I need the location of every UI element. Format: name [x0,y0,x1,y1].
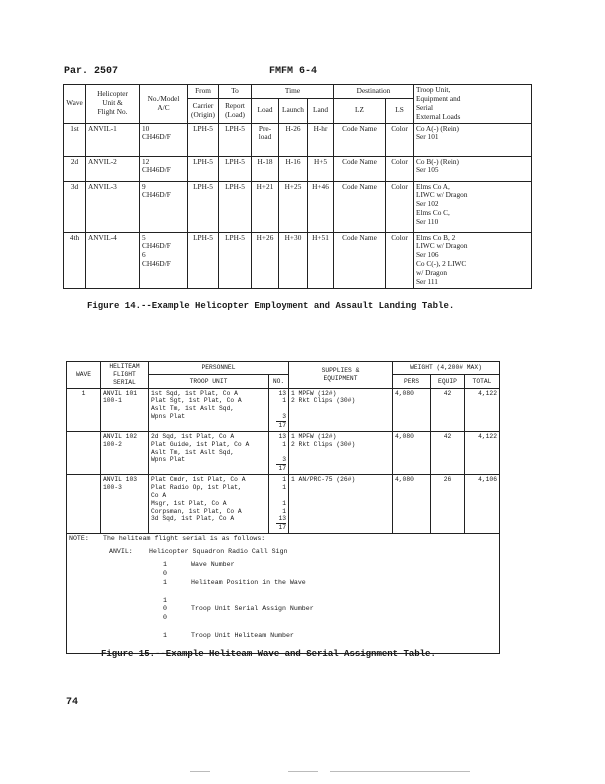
cell-load: H+26 [252,232,279,288]
serial-note [67,534,500,654]
cell-land: H+51 [308,232,334,288]
col-total: TOTAL [465,375,500,388]
table-row [67,431,500,474]
note-line: 1 Troop Unit Heliteam Number [163,632,294,640]
col-launch: Launch [279,99,308,124]
cell-supplies: 1 AN/PRC-75 (26#) [289,475,393,534]
col-destination: Destination [334,85,414,99]
heliteam-serial-table [66,361,500,654]
cell-land: H-hr [308,123,334,156]
note-line [163,623,497,632]
cell-model: 12 CH46D/F [140,156,188,181]
cell-wave [67,475,101,534]
col-load: Load [252,99,279,124]
col-weight: WEIGHT (4,200# MAX) [393,362,500,375]
cell-model: 10 CH46D/F [140,123,188,156]
cell-launch: H+30 [279,232,308,288]
cell-ls: Color [386,156,414,181]
table-row [67,475,500,534]
cell-troop: Elms Co A, LIWC w/ Dragon Ser 102 Elms Co C, Ser 110 [414,181,532,232]
cell-equip: 42 [431,431,465,474]
col-model: No./Model A/C [140,85,188,124]
col-from: From [188,85,219,99]
cell-troop-unit: Plat Cmdr, 1st Plat, Co A Plat Radio Op, 1st Plat, Co A Msgr, 1st Plat, Co A Corpsman, 1st Plat, Co A 3d Sqd, 1st Plat, Co A [149,475,269,534]
col-to: To [219,85,252,99]
cell-no: 13 1 3 17 [269,431,289,474]
cell-pers: 4,080 [393,431,431,474]
cell-launch: H+25 [279,181,308,232]
cell-total: 4,122 [465,431,500,474]
cell-equip: 26 [431,475,465,534]
cell-wave: 3d [64,181,86,232]
cell-ls: Color [386,123,414,156]
cell-load: Pre- load [252,123,279,156]
cell-wave: 1st [64,123,86,156]
col-carrier: Carrier (Origin) [188,99,219,124]
cell-serial: ANVIL 102 100-2 [101,431,149,474]
note-intro: The heliteam flight serial is as follows: [103,535,266,543]
note-line: 1 Wave Number [163,560,235,568]
cell-wave [67,431,101,474]
cell-no: 1 1 1 1 13 17 [269,475,289,534]
cell-launch: H-16 [279,156,308,181]
cell-land: H+46 [308,181,334,232]
cell-model: 5 CH46D/F 6 CH46D/F [140,232,188,288]
cell-load: H+21 [252,181,279,232]
note-line: 1 [163,596,167,604]
col-unit: Helicopter Unit & Flight No. [86,85,140,124]
cell-carrier: LPH-5 [188,123,219,156]
cell-no: 13 1 3 17 [269,388,289,431]
cell-troop: Elms Co B, 2 LIWC w/ Dragon Ser 106 Co C(-), 2 LIWC w/ Dragon Ser 111 [414,232,532,288]
col-personnel: PERSONNEL [149,362,289,375]
cell-load: H-18 [252,156,279,181]
cell-unit: ANVIL-4 [86,232,140,288]
cell-serial: ANVIL 103 100-3 [101,475,149,534]
cell-model: 9 CH46D/F [140,181,188,232]
cell-total: 4,106 [465,475,500,534]
cell-carrier: LPH-5 [188,156,219,181]
cell-ls: Color [386,232,414,288]
note-anvil-text: Helicopter Squadron Radio Call Sign [149,548,288,556]
cell-equip: 42 [431,388,465,431]
cell-lz: Code Name [334,156,386,181]
helicopter-employment-table [63,84,532,289]
cell-report: LPH-5 [219,232,252,288]
cell-serial: ANVIL 101 100-1 [101,388,149,431]
col-land: Land [308,99,334,124]
cell-carrier: LPH-5 [188,232,219,288]
cell-pers: 4,080 [393,475,431,534]
note-line: 0 [163,614,167,622]
col-pers: PERS [393,375,431,388]
cell-unit: ANVIL-3 [86,181,140,232]
cell-ls: Color [386,181,414,232]
table-row [67,388,500,431]
cell-troop: Co B(-) (Rein) Ser 105 [414,156,532,181]
cell-supplies: 1 MPFW (12#) 2 Rkt Clips (30#) [289,388,393,431]
table-row [64,232,532,288]
cell-troop: Co A(-) (Rein) Ser 101 [414,123,532,156]
page-number: 74 [66,697,79,708]
cell-carrier: LPH-5 [188,181,219,232]
col-ls: LS [386,99,414,124]
cell-unit: ANVIL-2 [86,156,140,181]
cell-launch: H-26 [279,123,308,156]
col-troop-unit: TROOP UNIT [149,375,269,388]
note-line [163,588,497,597]
col-wave: Wave [64,85,86,124]
col-equip: EQUIP [431,375,465,388]
note-anvil-key: ANVIL: [109,548,133,556]
figure-15-caption: Figure 15.--Example Heliteam Wave and Serial Assignment Table. [101,649,436,659]
note-line: 0 Troop Unit Serial Assign Number [163,605,314,613]
paragraph-ref: Par. 2507 [64,66,119,77]
cell-supplies: 1 MPFW (12#) 2 Rkt Clips (30#) [289,431,393,474]
cell-land: H+5 [308,156,334,181]
cell-wave: 4th [64,232,86,288]
cell-troop-unit: 2d Sqd, 1st Plat, Co A Plat Guide, 1st Plat, Co A Aslt Tm, 1st Aslt Sqd, Wpns Plat [149,431,269,474]
table-row [64,156,532,181]
col-supplies: SUPPLIES & EQUIPMENT [289,362,393,389]
manual-ref: FMFM 6-4 [269,66,318,77]
cell-wave: 1 [67,388,101,431]
cell-lz: Code Name [334,123,386,156]
cell-troop-unit: 1st Sqd, 1st Plat, Co A Plat Sgt, 1st Plat, Co A Aslt Tm, 1st Aslt Sqd, Wpns Plat [149,388,269,431]
note-label: NOTE: [69,535,89,543]
cell-wave: 2d [64,156,86,181]
note-line: 0 [163,569,167,577]
col-serial: HELITEAM FLIGHT SERIAL [101,362,149,389]
cell-lz: Code Name [334,232,386,288]
col-lz: LZ [334,99,386,124]
cell-unit: ANVIL-1 [86,123,140,156]
cell-pers: 4,080 [393,388,431,431]
cell-total: 4,122 [465,388,500,431]
col-wave: WAVE [67,362,101,389]
col-report: Report (Load) [219,99,252,124]
col-troop: Troop Unit, Equipment and Serial External Loads [414,85,532,124]
table-row [64,181,532,232]
cell-report: LPH-5 [219,123,252,156]
col-no: NO. [269,375,289,388]
col-time: Time [252,85,334,99]
note-line: 1 Heliteam Position in the Wave [163,578,306,586]
figure-14-caption: Figure 14.--Example Helicopter Employment and Assault Landing Table. [87,301,455,311]
cell-lz: Code Name [334,181,386,232]
table-row [64,123,532,156]
cell-report: LPH-5 [219,156,252,181]
cell-report: LPH-5 [219,181,252,232]
